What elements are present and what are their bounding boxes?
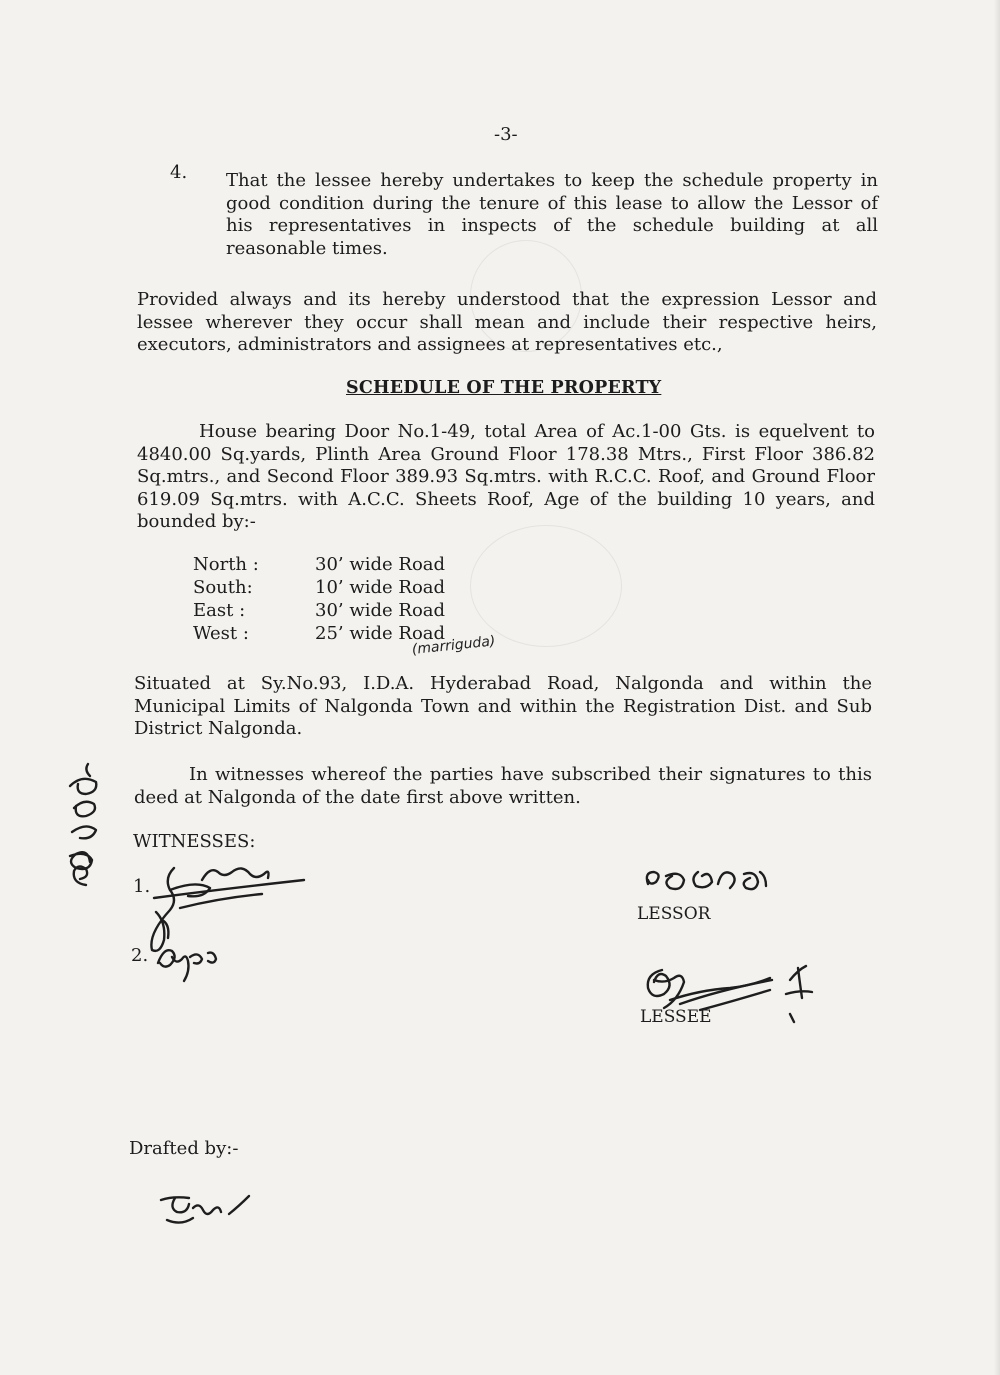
clause-text: That the lessee hereby undertakes to keep the schedule property in good condition during the tenure of this lease to allow the Lessor of his representatives in inspects of the schedule building at all reasonable times. [226, 170, 878, 259]
margin-signature-telugu [48, 760, 108, 900]
faint-stamp-impression-2 [470, 525, 622, 647]
handwritten-annotation: (marriguda) [411, 633, 497, 658]
witnesses-label: WITNESSES: [133, 831, 256, 852]
proviso-text: Provided always and its hereby understood that the expression Lessor and lessee wherever they occur shall mean and include their respective heirs, executors, administrators and assignees at representatives etc., [137, 289, 877, 355]
situated-text: Situated at Sy.No.93, I.D.A. Hyderabad Road, Nalgonda and within the Municipal Limits of Nalgonda Town and within the Registration Dist. and Sub District Nalgonda. [134, 673, 872, 739]
lessor-label: LESSOR [637, 904, 711, 924]
boundary-west: West : 25’ wide Road [193, 623, 446, 644]
witness-1-number: 1. [133, 876, 151, 897]
boundary-south: South: 10’ wide Road [193, 577, 446, 598]
scan-edge-shadow [994, 0, 1000, 1375]
clause-number: 4. [170, 162, 188, 183]
lessee-label: LESSEE [640, 1007, 712, 1027]
page-number: -3- [494, 124, 518, 145]
drafter-signature [155, 1190, 255, 1235]
witness-2-signature [150, 935, 230, 985]
lessee-signature [640, 960, 830, 1030]
witness-clause: In witnesses whereof the parties have subscribed their signatures to this deed at Nalgonda of the date first above written. [134, 764, 872, 808]
boundary-east: East : 30’ wide Road [193, 600, 446, 621]
property-description: House bearing Door No.1-49, total Area of Ac.1-00 Gts. is equelvent to 4840.00 Sq.yards, Plinth Area Ground Floor 178.38 Mtrs., First Floor 386.82 Sq.mtrs., and Second Floor 389.93 Sq.mtrs. with R.C.C. Roof, and Ground Floor 619.09 Sq.mtrs. with A.C.C. Sheets Roof, Age of the building 10 years, and bounded by:- [137, 421, 875, 532]
witness-2-number: 2. [131, 945, 149, 966]
boundary-north: North : 30’ wide Road [193, 554, 446, 575]
lessor-signature-telugu [640, 862, 780, 902]
drafted-by-label: Drafted by:- [129, 1138, 239, 1159]
schedule-heading: SCHEDULE OF THE PROPERTY [346, 378, 662, 398]
